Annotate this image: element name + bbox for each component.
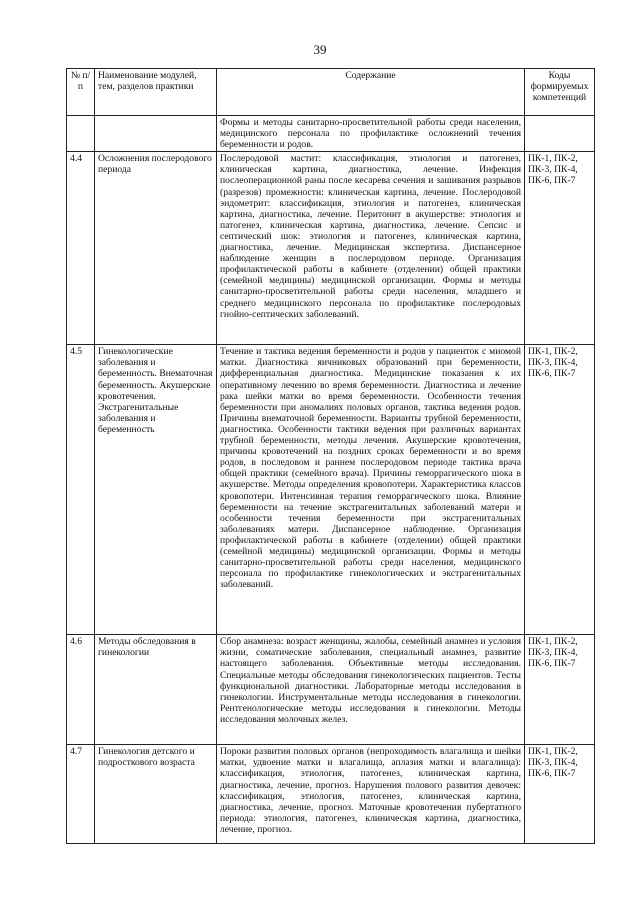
table-row-continuation [67, 116, 595, 152]
table-row [67, 152, 595, 345]
table-row [67, 345, 595, 635]
cell-name: Гинекологические заболевания и беременность. Внематочная беременность. Акушерские кровотечения. Экстрагенитальные заболевания и беременность [95, 345, 217, 635]
cell-content: Послеродовой мастит: классификация, этиология и патогенез, клиническая картина, диагностика, лечение. Инфекция послеоперационной раны после кесарева сечения и зашивания разрывов (разрезов) промежности: клиническая картина, лечение. Послеродовой эндометрит: классификация, этиология и патогенез, клиническая картина, диагностика, лечение. Перитонит в акушерстве: этиология и патогенез, клиническая картина, диагностика, лечение. Сепсис и септический шок: этиология и патогенез, клиническая картина, диагностика, лечение. Медицинская экспертиза. Диспансерное наблюдение женщин в послеродовом периоде. Организация профилактической работы в кабинете (отделении) общей практики (семейной медицины) медицинской организации. Формы и методы санитарно-просветительной работы среди населения, младшего и среднего медицинского персонала по профилактике послеродовых гнойно-септических заболеваний. [217, 152, 525, 345]
cell-num: 4.7 [67, 745, 95, 844]
cell-name: Гинекология детского и подросткового возраста [95, 745, 217, 844]
curriculum-table [66, 68, 595, 844]
header-content: Содержание [217, 69, 525, 116]
page-number: 39 [313, 42, 327, 57]
cell-num: 4.6 [67, 635, 95, 745]
cell-name [95, 116, 217, 152]
table-header-row [67, 69, 595, 116]
cell-name: Методы обследования в гинекологии [95, 635, 217, 745]
cell-codes: ПК-1, ПК-2, ПК-3, ПК-4, ПК-6, ПК-7 [525, 152, 595, 345]
cell-name: Осложнения послеродового периода [95, 152, 217, 345]
header-num: № п/п [67, 69, 95, 116]
cell-codes: ПК-1, ПК-2, ПК-3, ПК-4, ПК-6, ПК-7 [525, 745, 595, 844]
header-codes: Коды формируемых компетенций [525, 69, 595, 116]
cell-content: Формы и методы санитарно-просветительной работы среди населения, медицинского персонала по профилактике осложнений течения беременности и родов. [217, 116, 525, 152]
table-row [67, 745, 595, 844]
cell-codes: ПК-1, ПК-2, ПК-3, ПК-4, ПК-6, ПК-7 [525, 345, 595, 635]
cell-num [67, 116, 95, 152]
cell-content: Течение и тактика ведения беременности и родов у пациенток с миомой матки. Диагностика яичниковых образований при беременности, дифференциальная диагностика. Медицинские показания к их оперативному лечению во время беременности. Диагностика и лечение рака шейки матки во время беременности. Особенности течения беременности при аномалиях половых органов, тактика ведения родов. Причины внематочной беременности. Варианты трубной беременности, диагностика. Особенности тактики ведения при различных вариантах трубной беременности, методы лечения. Акушерские кровотечения, причины кровотечений на поздних сроках беременности и во время родов, в последовом и раннем послеродовом периоде тактика врача общей практики (семейного врача). Причины геморрагического шока в акушерстве. Методы определения кровопотери. Характеристика классов кровопотери. Интенсивная терапия геморрагического шока. Влияние беременности на течение экстрагенитальных заболеваний матери и особенности течения беременности при экстрагенитальных заболеваниях матери. Диспансерное наблюдение. Организация профилактической работы в кабинете (отделении) общей практики (семейной медицины) медицинской организации. Формы и методы санитарно-просветительной работы среди населения, медицинского персонала по профилактике гинекологических и экстрагенитальных заболеваний. [217, 345, 525, 635]
table-row [67, 635, 595, 745]
cell-codes: ПК-1, ПК-2, ПК-3, ПК-4, ПК-6, ПК-7 [525, 635, 595, 745]
cell-content: Сбор анамнеза: возраст женщины, жалобы, семейный анамнез и условия жизни, соматические заболевания, специальный анамнез, развитие настоящего заболевания. Объективные методы исследования. Специальные методы обследования гинекологических пациентов. Тесты функциональной диагностики. Лабораторные методы исследования в гинекологии. Инструментальные методы исследования в гинекологии. Рентгенологические методы исследования в гинекологии. Методы исследования молочных желез. [217, 635, 525, 745]
cell-num: 4.4 [67, 152, 95, 345]
cell-content: Пороки развития половых органов (непроходимость влагалища и шейки матки, удвоение матки и влагалища, аплазия матки и влагалища): классификация, этиология, патогенез, клиническая картина, диагностика, лечение, прогноз. Нарушения полового развития девочек: классификация, этиология, патогенез, клиническая картина, диагностика, лечение, прогноз. Маточные кровотечения пубертатного периода: этиология, патогенез, клиническая картина, диагностика, лечение, прогноз. [217, 745, 525, 844]
cell-num: 4.5 [67, 345, 95, 635]
cell-codes [525, 116, 595, 152]
header-name: Наименование модулей, тем, разделов практики [95, 69, 217, 116]
